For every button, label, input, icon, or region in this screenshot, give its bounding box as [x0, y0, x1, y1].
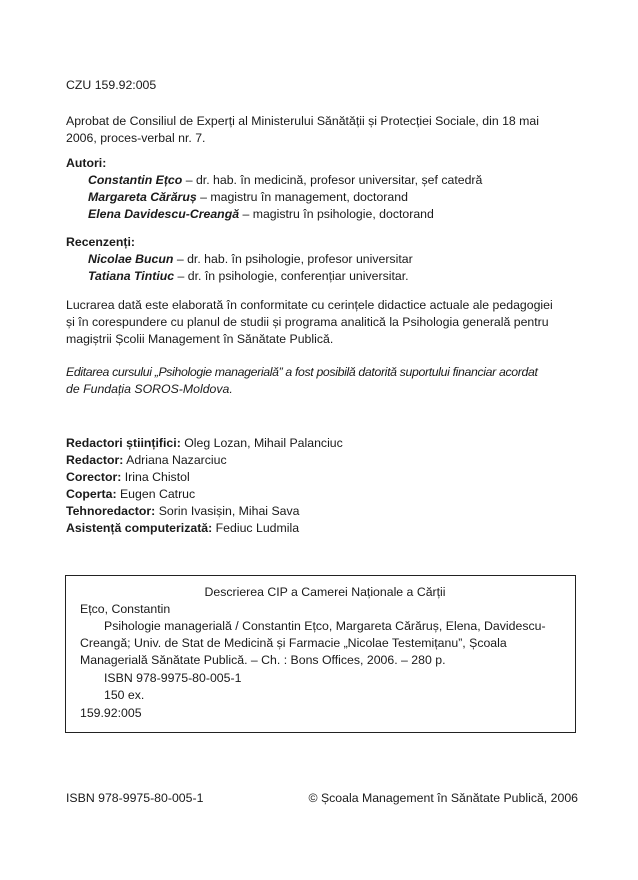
- credit-role: Redactor:: [66, 453, 124, 467]
- credit-role: Asistență computerizată:: [66, 521, 213, 535]
- description-paragraph: [66, 297, 586, 348]
- author-item: [66, 189, 586, 206]
- credit-value: Eugen Catruc: [116, 487, 196, 501]
- credits-list: [66, 435, 586, 537]
- cip-line-1: Psihologie managerială / Constantin Ețco, Margareta Cărăruș, Elena, Davidescu-: [104, 619, 546, 633]
- credit-value: Adriana Nazarciuc: [123, 453, 227, 467]
- credit-item: [66, 452, 586, 469]
- reviewer-item: [66, 268, 586, 285]
- reviewer-name: Tatiana Tintiuc: [88, 269, 175, 283]
- cip-author: Ețco, Constantin: [80, 602, 171, 616]
- credit-item: [66, 469, 586, 486]
- author-desc: – magistru în management, doctorand: [196, 190, 408, 204]
- approval-line-1: Aprobat de Consiliul de Experți al Ministerului Sănătății și Protecției Sociale, din 18 mai: [66, 114, 539, 128]
- credit-item: [66, 520, 586, 537]
- credit-item: [66, 435, 586, 452]
- author-name: Margareta Cărăruș: [88, 190, 197, 204]
- description-line-3: magiștrii Școlii Management în Sănătate Publică.: [66, 332, 334, 346]
- reviewers-heading: Recenzenți:: [66, 235, 136, 249]
- authors-heading: Autori:: [66, 156, 107, 170]
- credit-role: Coperta:: [66, 487, 117, 501]
- description-line-1: Lucrarea dată este elaborată în conformitate cu cerințele didactice actuale ale pedagogiei: [66, 298, 553, 312]
- author-name: Constantin Ețco: [88, 173, 183, 187]
- credit-value: Sorin Ivasișin, Mihai Sava: [155, 504, 300, 518]
- author-desc: – magistru în psihologie, doctorand: [239, 207, 434, 221]
- funding-line-1: Editarea cursului „Psihologie managerială” a fost posibilă datorită suportului financiar acordat: [66, 365, 538, 379]
- czu-code: CZU 159.92:005: [66, 78, 157, 92]
- reviewer-desc: – dr. hab. în psihologie, profesor universitar: [173, 252, 413, 266]
- funding-note: [66, 364, 586, 398]
- credit-role: Tehnoredactor:: [66, 504, 156, 518]
- approval-note: [66, 113, 586, 147]
- footer-isbn: ISBN 978-9975-80-005-1: [66, 791, 204, 805]
- reviewer-desc: – dr. în psihologie, conferențiar universitar.: [174, 269, 409, 283]
- credit-value: Irina Chistol: [121, 470, 190, 484]
- credit-item: [66, 503, 586, 520]
- author-item: [66, 206, 586, 223]
- description-line-2: și în corespundere cu planul de studii și programa analitică la Psihologia generală pentru: [66, 315, 549, 329]
- cip-title: Descrierea CIP a Camerei Naționale a Cărții: [204, 585, 446, 599]
- credit-value: Fediuc Ludmila: [212, 521, 300, 535]
- author-item: [66, 172, 586, 189]
- credit-item: [66, 486, 586, 503]
- reviewers-section: [66, 234, 586, 285]
- cip-code: 159.92:005: [80, 706, 142, 720]
- cip-copies: 150 ex.: [104, 688, 145, 702]
- cip-line-2: Creangă; Univ. de Stat de Medicină și Farmacie „Nicolae Testemițanu”, Școala: [80, 636, 507, 650]
- funding-line-2: de Fundația SOROS-Moldova.: [66, 382, 233, 396]
- credit-role: Redactori științifici:: [66, 436, 181, 450]
- approval-line-2: 2006, proces-verbal nr. 7.: [66, 131, 206, 145]
- authors-section: [66, 155, 586, 223]
- cip-description-box: [65, 575, 576, 733]
- cip-content: [80, 584, 570, 722]
- footer-copyright: © Școala Management în Sănătate Publică, 2006: [308, 791, 578, 805]
- reviewer-item: [66, 251, 586, 268]
- credit-role: Corector:: [66, 470, 122, 484]
- cip-isbn: ISBN 978-9975-80-005-1: [104, 671, 242, 685]
- reviewer-name: Nicolae Bucun: [88, 252, 174, 266]
- author-name: Elena Davidescu-Creangă: [88, 207, 240, 221]
- cip-line-3: Managerială Sănătate Publică. – Ch. : Bons Offices, 2006. – 280 p.: [80, 653, 446, 667]
- credit-value: Oleg Lozan, Mihail Palanciuc: [180, 436, 343, 450]
- author-desc: – dr. hab. în medicină, profesor universitar, șef catedră: [182, 173, 483, 187]
